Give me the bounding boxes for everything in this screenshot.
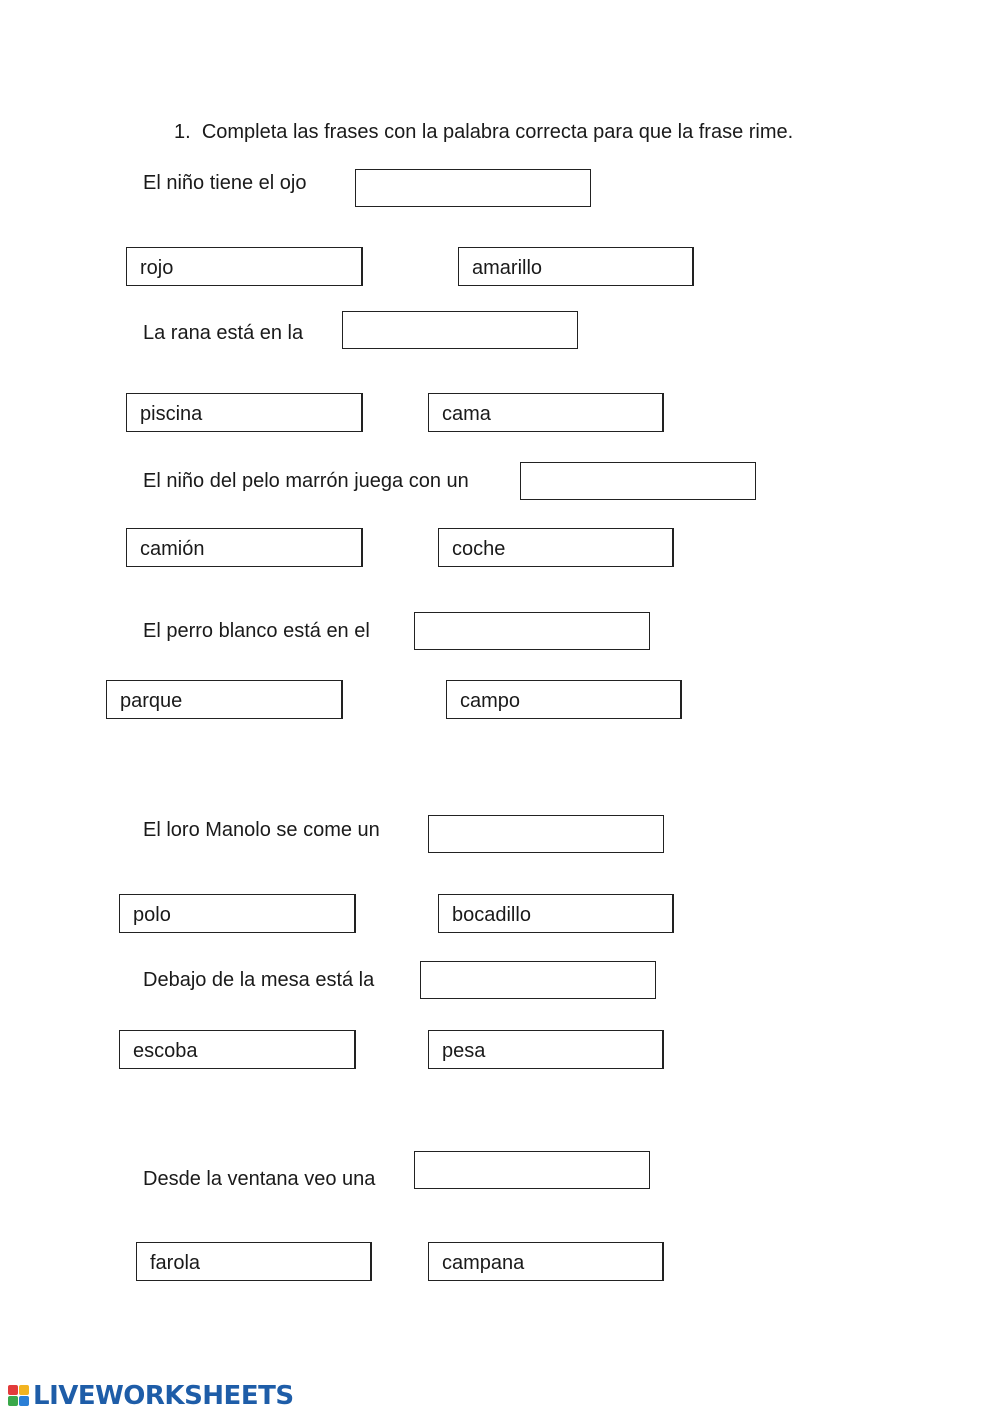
option-7a[interactable]: farola — [136, 1242, 372, 1281]
option-5b[interactable]: bocadillo — [438, 894, 674, 933]
option-5a[interactable]: polo — [119, 894, 356, 933]
option-6b[interactable]: pesa — [428, 1030, 664, 1069]
answer-box-1[interactable] — [355, 169, 591, 207]
liveworksheets-logo[interactable] — [8, 1381, 294, 1411]
option-1b[interactable]: amarillo — [458, 247, 694, 286]
answer-box-7[interactable] — [414, 1151, 650, 1189]
option-3b[interactable]: coche — [438, 528, 674, 567]
option-6a[interactable]: escoba — [119, 1030, 356, 1069]
sentence-7: Desde la ventana veo una — [143, 1168, 376, 1190]
answer-box-3[interactable] — [520, 462, 756, 500]
answer-box-4[interactable] — [414, 612, 650, 650]
instruction-number: 1. — [174, 121, 191, 143]
sentence-1: El niño tiene el ojo — [143, 172, 307, 194]
option-4b[interactable]: campo — [446, 680, 682, 719]
answer-box-6[interactable] — [420, 961, 656, 999]
option-2a[interactable]: piscina — [126, 393, 363, 432]
sentence-2: La rana está en la — [143, 322, 304, 344]
liveworksheets-logo-icon — [8, 1385, 30, 1407]
option-3a[interactable]: camión — [126, 528, 363, 567]
sentence-6: Debajo de la mesa está la — [143, 969, 375, 991]
answer-box-2[interactable] — [342, 311, 578, 349]
option-2b[interactable]: cama — [428, 393, 664, 432]
liveworksheets-brand: LIVEWORKSHEETS — [33, 1381, 294, 1411]
instruction-text: Completa las frases con la palabra correcta para que la frase rime. — [201, 121, 794, 143]
option-7b[interactable]: campana — [428, 1242, 664, 1281]
sentence-5: El loro Manolo se come un — [143, 819, 380, 841]
option-4a[interactable]: parque — [106, 680, 343, 719]
instruction — [174, 121, 793, 144]
sentence-3: El niño del pelo marrón juega con un — [143, 470, 469, 492]
option-1a[interactable]: rojo — [126, 247, 363, 286]
answer-box-5[interactable] — [428, 815, 664, 853]
sentence-4: El perro blanco está en el — [143, 620, 370, 642]
